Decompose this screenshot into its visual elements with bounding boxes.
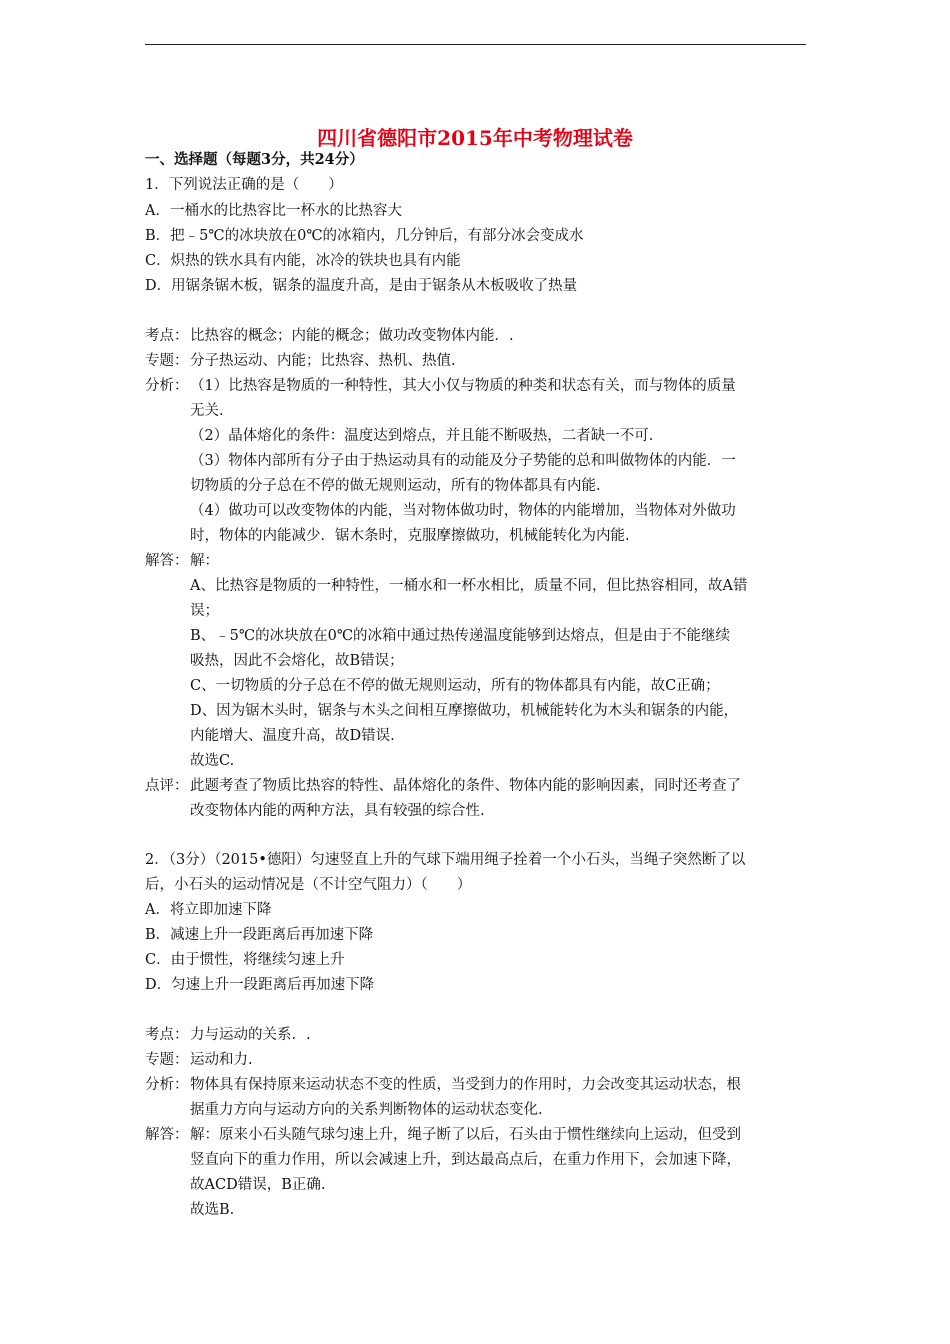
- q2-jieda-label: 解答：: [145, 1127, 189, 1143]
- q1-option-a: A．一桶水的比热容比一杯水的比热容大: [145, 203, 402, 219]
- q1-fenxi-line: （4）做功可以改变物体的内能，当对物体做功时，物体的内能增加，当物体对外做功: [190, 503, 736, 519]
- q2-option-a: A．将立即加速下降: [145, 902, 272, 918]
- q1-option-c: C．炽热的铁水具有内能，冰冷的铁块也具有内能: [145, 253, 461, 269]
- q1-option-d: D．用锯条锯木板，锯条的温度升高，是由于锯条从木板吸收了热量: [145, 278, 578, 294]
- q1-jieda-line: 内能增大、温度升高，故D错误.: [190, 728, 395, 744]
- q2-jieda-line: 解：原来小石头随气球匀速上升，绳子断了以后，石头由于惯性继续向上运动，但受到: [190, 1127, 741, 1143]
- q2-jieda-line: 故ACD错误，B正确.: [190, 1177, 326, 1193]
- header-rule: [145, 44, 806, 45]
- q1-jieda-label: 解答：: [145, 553, 189, 569]
- q1-fenxi-label: 分析：: [145, 378, 189, 394]
- q2-jieda-line: 竖直向下的重力作用，所以会减速上升，到达最高点后，在重力作用下，会加速下降，: [190, 1152, 741, 1168]
- q1-fenxi-line: （3）物体内部所有分子由于热运动具有的动能及分子势能的总和叫做物体的内能．一: [190, 453, 736, 469]
- q2-jieda-line: 故选B.: [190, 1202, 235, 1218]
- q1-jieda-line: 吸热，因此不会熔化，故B错误；: [190, 653, 404, 669]
- q1-jieda-line: B、﹣5℃的冰块放在0℃的冰箱中通过热传递温度能够到达熔点，但是由于不能继续: [190, 628, 731, 644]
- q2-stem-line: 后，小石头的运动情况是（不计空气阻力）（ ）: [145, 877, 472, 893]
- q1-jieda-line: C、一切物质的分子总在不停的做无规则运动，所有的物体都具有内能，故C正确；: [190, 678, 720, 694]
- q2-fenxi-label: 分析：: [145, 1077, 189, 1093]
- q2-fenxi-line: 物体具有保持原来运动状态不变的性质，当受到力的作用时，力会改变其运动状态，根: [190, 1077, 741, 1093]
- q1-jieda-line: A、比热容是物质的一种特性，一桶水和一杯水相比，质量不同，但比热容相同，故A错: [190, 578, 748, 594]
- q2-option-c: C．由于惯性，将继续匀速上升: [145, 952, 345, 968]
- q2-fenxi-line: 据重力方向与运动方向的关系判断物体的运动状态变化.: [190, 1102, 543, 1118]
- q1-fenxi-line: （2）晶体熔化的条件：温度达到熔点，并且能不断吸热，二者缺一不可.: [190, 428, 654, 444]
- q1-fenxi-line: 时，物体的内能减少．锯木条时，克服摩擦做功，机械能转化为内能.: [190, 528, 630, 544]
- q2-kaodian-label: 考点：: [145, 1027, 189, 1043]
- q1-option-b: B．把﹣5℃的冰块放在0℃的冰箱内，几分钟后，有部分冰会变成水: [145, 228, 584, 244]
- q2-stem-line: 2．（3分）（2015•德阳）匀速竖直上升的气球下端用绳子拴着一个小石头，当绳子突然断了以: [145, 852, 746, 868]
- q1-jieda-line: 解：: [190, 553, 219, 569]
- q2-zhuanti-label: 专题：: [145, 1052, 189, 1068]
- q1-dianping-label: 点评：: [145, 778, 189, 794]
- q1-jieda-line: 误；: [190, 603, 219, 619]
- q2-zhuanti: 运动和力.: [190, 1052, 253, 1068]
- q1-fenxi-line: （1）比热容是物质的一种特性，其大小仅与物质的种类和状态有关，而与物体的质量: [190, 378, 736, 394]
- section-heading: 一、选择题（每题3分，共24分）: [145, 151, 364, 168]
- q1-dianping-line: 改变物体内能的两种方法，具有较强的综合性.: [190, 803, 485, 819]
- q1-kaodian: 比热容的概念；内能的概念；做功改变物体内能．.: [190, 328, 514, 344]
- q1-jieda-line: 故选C.: [190, 753, 235, 769]
- q1-zhuanti-label: 专题：: [145, 353, 189, 369]
- q1-dianping-line: 此题考查了物质比热容的特性、晶体熔化的条件、物体内能的影响因素，同时还考查了: [190, 778, 741, 794]
- q2-kaodian: 力与运动的关系．.: [190, 1027, 311, 1043]
- q1-stem: 1．下列说法正确的是（ ）: [145, 177, 343, 193]
- q1-kaodian-label: 考点：: [145, 328, 189, 344]
- q1-jieda-line: D、因为锯木头时，锯条与木头之间相互摩擦做功，机械能转化为木头和锯条的内能，: [190, 703, 739, 719]
- q2-option-d: D．匀速上升一段距离后再加速下降: [145, 977, 375, 993]
- q1-fenxi-line: 切物质的分子总在不停的做无规则运动，所有的物体都具有内能.: [190, 478, 601, 494]
- page-title: 四川省德阳市2015年中考物理试卷: [317, 126, 633, 150]
- q1-zhuanti: 分子热运动、内能；比热容、热机、热值.: [190, 353, 456, 369]
- q2-option-b: B．减速上升一段距离后再加速下降: [145, 927, 374, 943]
- q1-fenxi-line: 无关.: [190, 403, 224, 419]
